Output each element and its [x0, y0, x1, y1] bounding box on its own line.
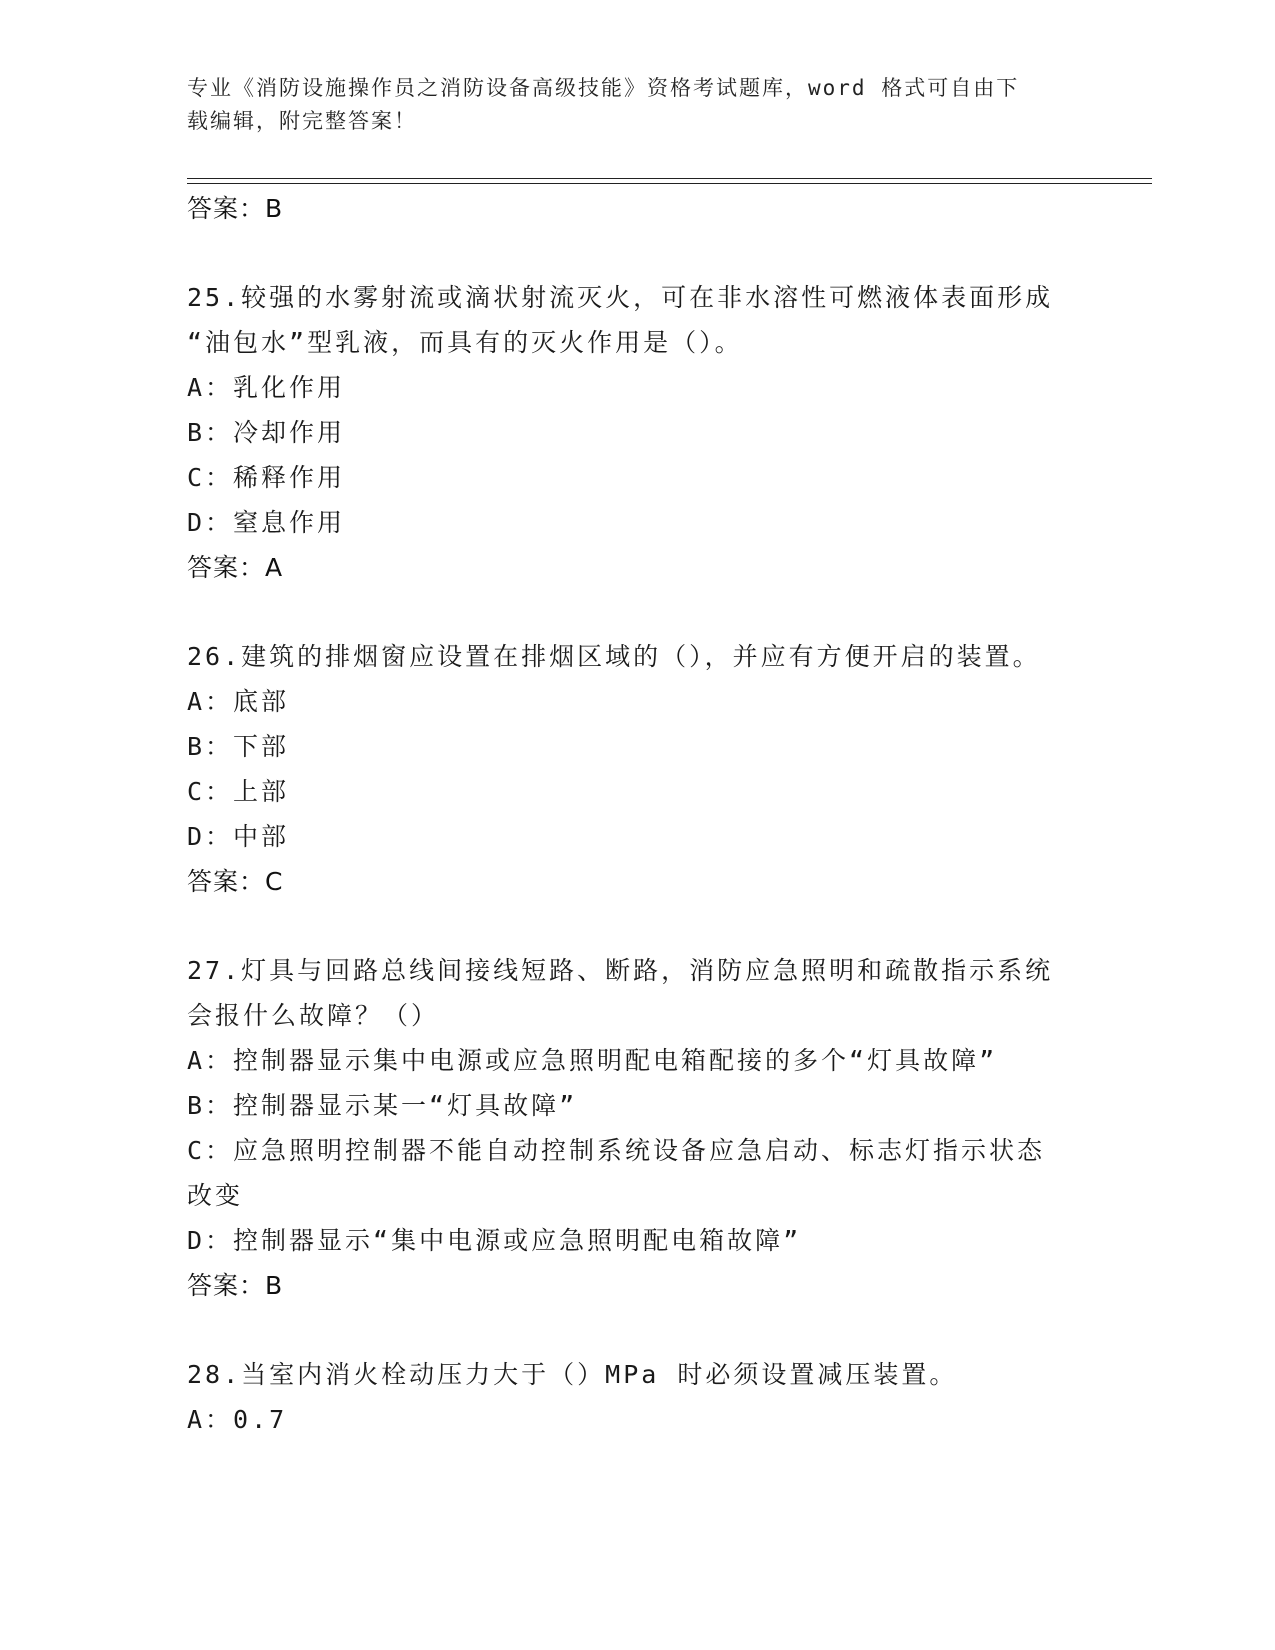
question-stem: [187, 634, 1067, 679]
option-line: B：下部: [187, 732, 290, 761]
question-stem: [187, 948, 1067, 1038]
answer-line: 答案：A: [187, 553, 284, 582]
document-header: [187, 72, 1087, 138]
question-stem: [187, 1352, 1067, 1397]
question-stem-line: 28.当室内消火栓动压力大于（）MPa 时必须设置减压装置。: [187, 1360, 958, 1389]
option-line: B：冷却作用: [187, 418, 346, 447]
option-line-multi: [187, 1128, 1087, 1218]
option-line: A：乳化作用: [187, 373, 346, 402]
option-line-part: C：应急照明控制器不能自动控制系统设备应急启动、标志灯指示状态: [187, 1136, 1046, 1165]
header-divider-bottom: [187, 183, 1152, 184]
question-list: [187, 186, 1087, 1442]
answer-line: 答案：C: [187, 867, 284, 896]
header-divider-top: [187, 178, 1152, 179]
answer-line: 答案：B: [187, 1271, 284, 1300]
question-stem-line: 25.较强的水雾射流或滴状射流灭火，可在非水溶性可燃液体表面形成: [187, 283, 1054, 312]
spacer: [187, 904, 1087, 948]
question-stem-line: “油包水”型乳液，而具有的灭火作用是（）。: [187, 328, 743, 357]
option-line: A：底部: [187, 687, 290, 716]
option-line: B：控制器显示某一“灯具故障”: [187, 1091, 578, 1120]
option-line: D：控制器显示“集中电源或应急照明配电箱故障”: [187, 1226, 802, 1255]
answer-line: 答案：B: [187, 194, 284, 223]
spacer: [187, 1308, 1087, 1352]
option-line: C：上部: [187, 777, 290, 806]
header-intro-line: 专业《消防设施操作员之消防设备高级技能》资格考试题库，word 格式可自由下: [187, 76, 1020, 100]
spacer: [187, 231, 1087, 275]
question-stem-line: 会报什么故障？（）: [187, 1001, 440, 1030]
option-line: C：稀释作用: [187, 463, 346, 492]
spacer: [187, 590, 1087, 634]
option-line: D：中部: [187, 822, 290, 851]
option-line: A：0.7: [187, 1405, 288, 1434]
option-line: A：控制器显示集中电源或应急照明配电箱配接的多个“灯具故障”: [187, 1046, 998, 1075]
question-stem-line: 26.建筑的排烟窗应设置在排烟区域的（），并应有方便开启的装置。: [187, 642, 1041, 671]
question-stem-line: 27.灯具与回路总线间接线短路、断路，消防应急照明和疏散指示系统: [187, 956, 1054, 985]
question-stem: [187, 275, 1067, 365]
header-intro-line: 载编辑，附完整答案！: [187, 109, 417, 133]
option-line: D：窒息作用: [187, 508, 346, 537]
option-line-part: 改变: [187, 1181, 244, 1210]
